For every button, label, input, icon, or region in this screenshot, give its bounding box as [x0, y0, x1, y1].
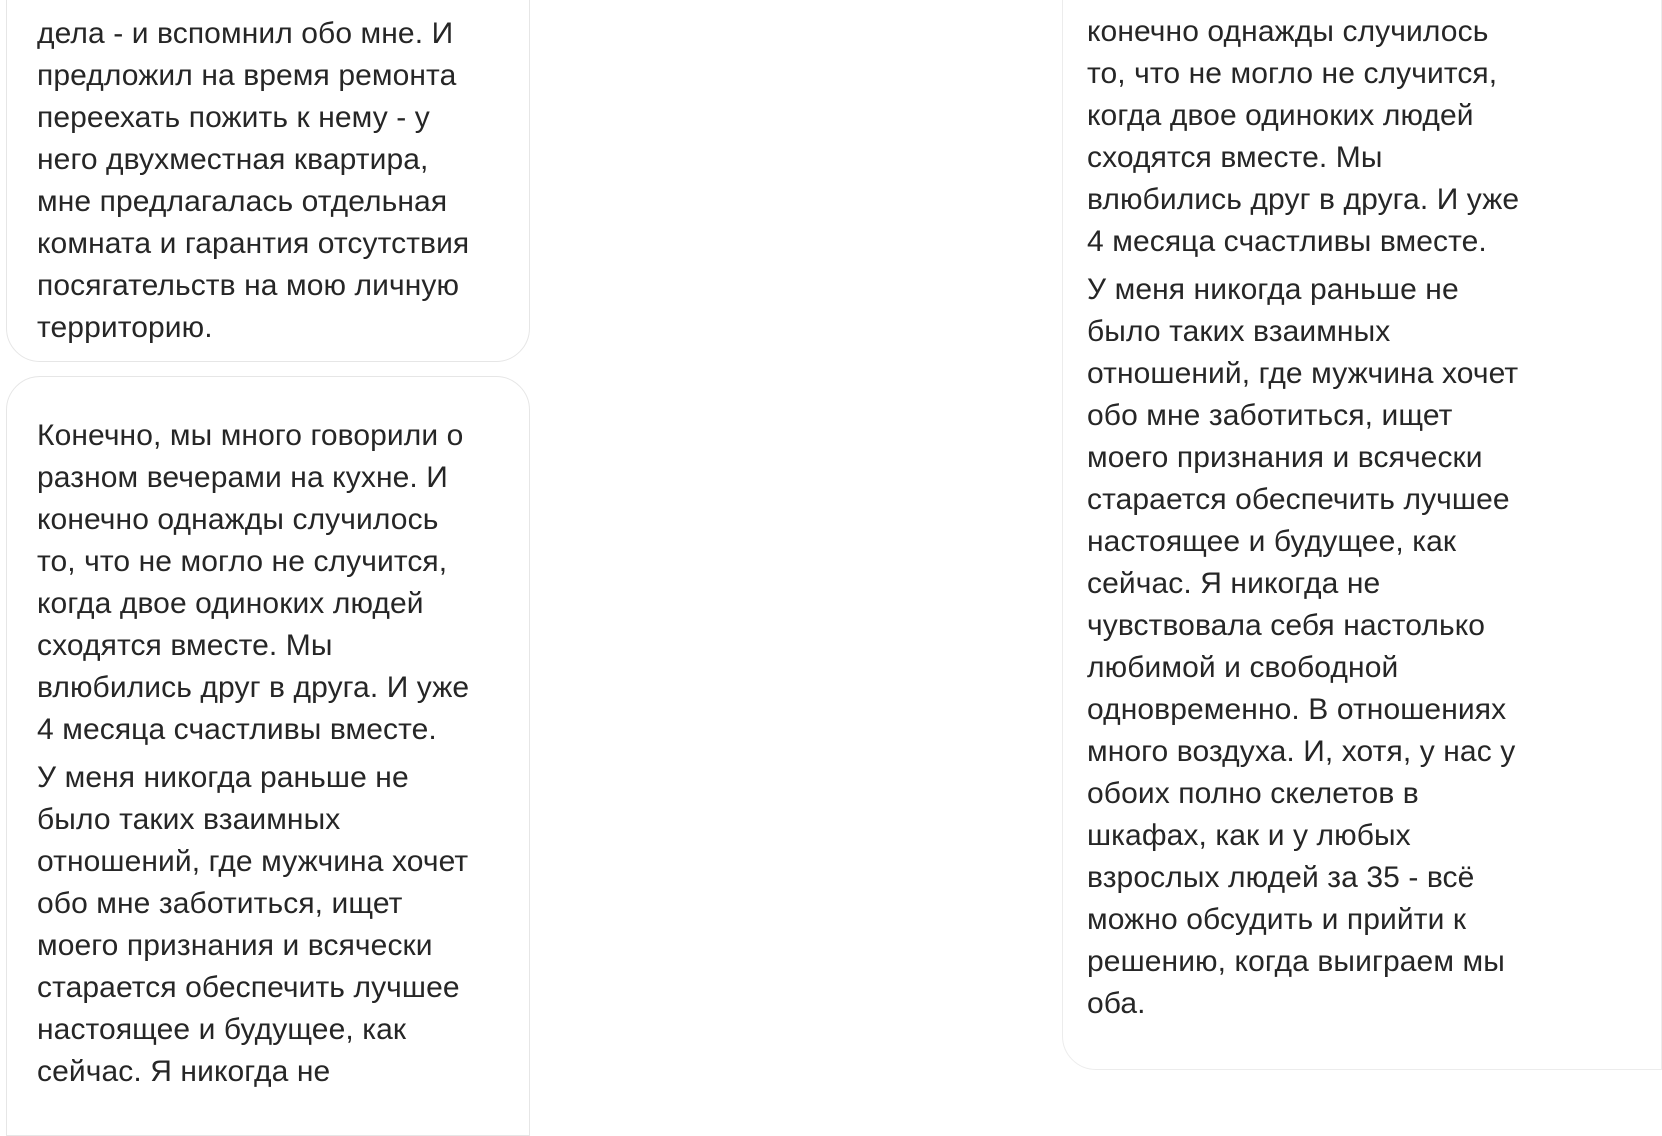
message-line: сходятся вместе. Мы — [1087, 141, 1383, 174]
message-line: него двухместная квартира, — [37, 143, 429, 176]
message-line: переехать пожить к нему - у — [37, 101, 430, 134]
message-line: разном вечерами на кухне. И — [37, 461, 448, 494]
message-line: было таких взаимных — [37, 803, 341, 836]
message-paragraph — [37, 415, 469, 751]
message-text — [1087, 11, 1519, 1025]
message-line: любимой и свободной — [1087, 651, 1399, 684]
message-line: посягательств на мою личную — [37, 269, 460, 302]
message-line: старается обеспечить лучшее — [37, 971, 460, 1004]
message-text — [37, 13, 469, 349]
message-line: обо мне заботиться, ищет — [37, 887, 403, 920]
message-line: дела - и вспомнил обо мне. И — [37, 17, 454, 50]
message-line: старается обеспечить лучшее — [1087, 483, 1510, 516]
message-line: 4 месяца счастливы вместе. — [37, 713, 437, 746]
message-paragraph — [37, 13, 469, 349]
message-line: было таких взаимных — [1087, 315, 1391, 348]
message-line: когда двое одиноких людей — [1087, 99, 1474, 132]
message-line: сходятся вместе. Мы — [37, 629, 333, 662]
message-line: много воздуха. И, хотя, у нас у — [1087, 735, 1516, 768]
left-screenshot-panel — [0, 0, 538, 1088]
message-line: когда двое одиноких людей — [37, 587, 424, 620]
message-line: У меня никогда раньше не — [37, 761, 409, 794]
message-line: сейчас. Я никогда не — [37, 1055, 331, 1088]
message-line: 4 месяца счастливы вместе. — [1087, 225, 1487, 258]
message-line: комната и гарантия отсутствия — [37, 227, 470, 260]
message-paragraph — [37, 757, 469, 1093]
message-line: можно обсудить и прийти к — [1087, 903, 1467, 936]
message-line: обо мне заботиться, ищет — [1087, 399, 1453, 432]
message-line: Конечно, мы много говорили о — [37, 419, 464, 452]
message-line: влюбились друг в друга. И уже — [1087, 183, 1520, 216]
message-bubble-top — [6, 0, 530, 362]
message-line: влюбились друг в друга. И уже — [37, 671, 470, 704]
message-line: чувствовала себя настолько — [1087, 609, 1486, 642]
message-line: предложил на время ремонта — [37, 59, 457, 92]
message-line: конечно однажды случилось — [37, 503, 439, 536]
message-line: обоих полно скелетов в — [1087, 777, 1419, 810]
message-line: то, что не могло не случится, — [37, 545, 448, 578]
message-line: то, что не могло не случится, — [1087, 57, 1498, 90]
message-line: моего признания и всячески — [1087, 441, 1483, 474]
right-screenshot-panel — [534, 0, 1520, 1080]
message-line: настоящее и будущее, как — [1087, 525, 1457, 558]
message-line: сейчас. Я никогда не — [1087, 567, 1381, 600]
message-line: У меня никогда раньше не — [1087, 273, 1459, 306]
message-bubble-bottom — [6, 376, 530, 1136]
message-line: мне предлагалась отдельная — [37, 185, 448, 218]
message-line: решению, когда выиграем мы — [1087, 945, 1505, 978]
message-line: шкафах, как и у любых — [1087, 819, 1411, 852]
message-line: взрослых людей за 35 - всё — [1087, 861, 1475, 894]
message-paragraph — [1087, 269, 1519, 1025]
message-line: одновременно. В отношениях — [1087, 693, 1507, 726]
message-text — [37, 415, 469, 1093]
message-line: территорию. — [37, 311, 213, 344]
message-line: отношений, где мужчина хочет — [1087, 357, 1519, 390]
message-line: моего признания и всячески — [37, 929, 433, 962]
message-bubble — [1062, 0, 1662, 1070]
message-line: отношений, где мужчина хочет — [37, 845, 469, 878]
message-line: настоящее и будущее, как — [37, 1013, 407, 1046]
message-line: оба. — [1087, 987, 1146, 1020]
message-paragraph — [1087, 11, 1519, 263]
message-line: конечно однажды случилось — [1087, 15, 1489, 48]
